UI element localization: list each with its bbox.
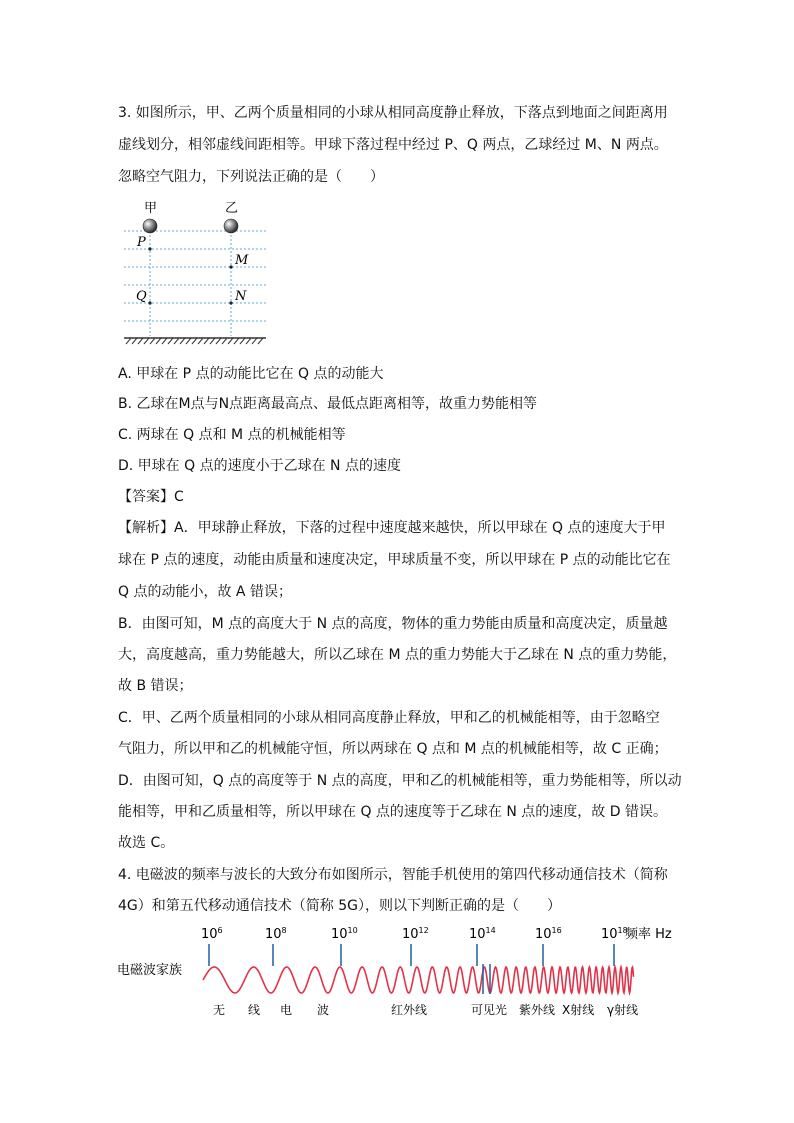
band-label-xian: 线 <box>248 1003 261 1017</box>
q3-option-b: B. 乙球在M点与N点距离最高点、最低点距离相等，故重力势能相等 <box>118 396 538 412</box>
ball-jia <box>143 219 157 233</box>
q3-analysis-line: 能相等，甲和乙质量相等，所以甲球在 Q 点的速度等于乙球在 N 点的速度，故 D 错误。 <box>118 804 667 820</box>
q3-analysis-line: 故 B 错误； <box>118 678 193 694</box>
q3-analysis-line: 气阻力，所以甲和乙的机械能守恒，所以两球在 Q 点和 M 点的机械能相等，故 C 正确； <box>118 741 668 757</box>
q3-option-c: C. 两球在 Q 点和 M 点的机械能相等 <box>118 427 346 443</box>
q3-option-a: A. 甲球在 P 点的动能比它在 Q 点的动能大 <box>118 366 384 382</box>
point-n-label: N <box>235 289 247 304</box>
band-label-xray: X射线 <box>562 1003 595 1017</box>
point-p-label: P <box>137 235 146 250</box>
falling-balls-figure <box>120 198 270 346</box>
q3-analysis-line: 【解析】A．甲球静止释放，下落的过程中速度越来越快，所以甲球在 Q 点的速度大于甲 <box>118 520 666 536</box>
q3-analysis-line: D．由图可知，Q 点的高度等于 N 点的高度，甲和乙的机械能相等，重力势能相等，所以动 <box>118 773 682 789</box>
band-label-bo: 波 <box>317 1003 330 1017</box>
q3-analysis-line: 球在 P 点的速度，动能由质量和速度决定，甲球质量不变，所以甲球在 P 点的动能比它在 <box>118 552 671 568</box>
ball-yi <box>224 219 238 233</box>
ball-jia-label: 甲 <box>144 201 158 216</box>
q4-stem-line-1: 4. 电磁波的频率与波长的大致分布如图所示，智能手机使用的第四代移动通信技术（简称 <box>118 867 668 883</box>
freq-unit-label: 频率 Hz <box>625 927 672 942</box>
q3-answer: 【答案】C <box>118 489 184 505</box>
point-m-label: M <box>235 253 249 268</box>
q3-analysis-line: B．由图可知，M 点的高度大于 N 点的高度，物体的重力势能由质量和高度决定，质量越 <box>118 616 668 632</box>
em-family-label: 电磁波家族 <box>117 963 183 978</box>
em-spectrum-figure <box>115 922 680 1027</box>
tick-label: $10^{14}$ <box>469 926 496 942</box>
q3-stem-line-1: 3. 如图所示，甲、乙两个质量相同的小球从相同高度静止释放，下落点到地面之间距离用 <box>118 105 668 121</box>
q3-analysis-line: 大，高度越高，重力势能越大，所以乙球在 M 点的重力势能大于乙球在 N 点的重力势能， <box>118 647 677 663</box>
band-label-gamma: γ射线 <box>607 1003 639 1017</box>
tick-label: $10^{10}$ <box>331 926 358 942</box>
tick-label: $10^8$ <box>265 926 287 942</box>
em-wave <box>203 967 634 993</box>
band-label-infrared: 红外线 <box>391 1003 428 1017</box>
band-label-visible: 可见光 <box>471 1003 508 1017</box>
q3-analysis-line: 故选 C。 <box>118 835 175 851</box>
tick-label: $10^{18}$ <box>601 926 628 942</box>
band-label-wu: 无 <box>213 1003 226 1017</box>
q3-stem-line-3: 忽略空气阻力，下列说法正确的是（ ） <box>118 169 384 185</box>
q4-stem-line-2: 4G）和第五代移动通信技术（简称 5G），则以下判断正确的是（ ） <box>118 898 561 914</box>
tick-label: $10^6$ <box>201 926 223 942</box>
ball-yi-label: 乙 <box>225 201 239 216</box>
tick-label: $10^{16}$ <box>535 926 562 942</box>
q3-stem-line-2: 虚线划分，相邻虚线间距相等。甲球下落过程中经过 P、Q 两点，乙球经过 M、N 两点。 <box>118 137 668 153</box>
band-label-ultraviolet: 紫外线 <box>519 1003 556 1017</box>
band-label-dian: 电 <box>280 1003 293 1017</box>
tick-label: $10^{12}$ <box>402 926 429 942</box>
point-q-label: Q <box>136 289 147 304</box>
q3-option-d: D. 甲球在 Q 点的速度小于乙球在 N 点的速度 <box>118 458 401 474</box>
q3-analysis-line: C．甲、乙两个质量相同的小球从相同高度静止释放，甲和乙的机械能相等，由于忽略空 <box>118 710 660 726</box>
q3-analysis-line: Q 点的动能小，故 A 错误； <box>118 584 292 600</box>
